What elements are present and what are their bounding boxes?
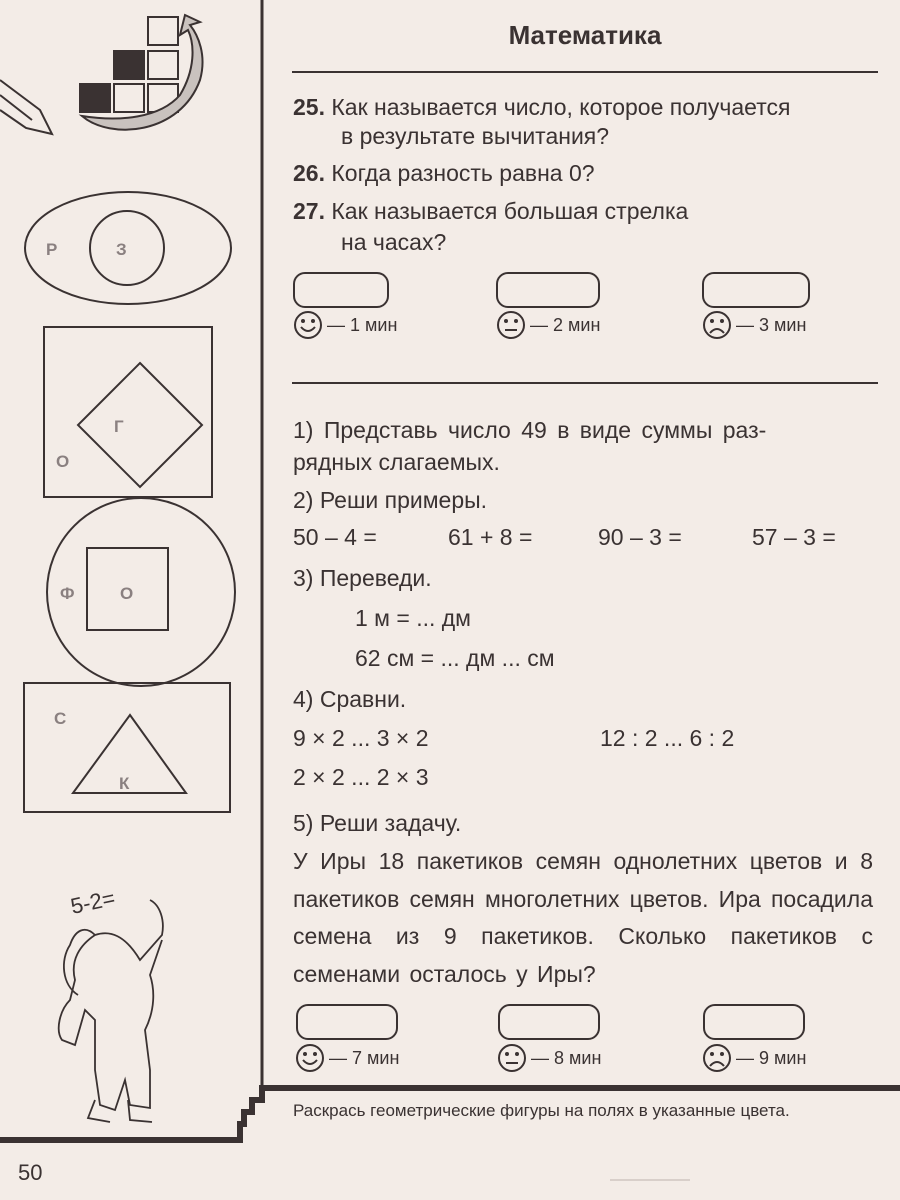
- smiley-happy-icon: [293, 310, 323, 340]
- task-4: 4) Сравни.: [293, 686, 407, 712]
- answer-box[interactable]: [496, 272, 600, 308]
- svg-text:О: О: [120, 584, 134, 603]
- smiley-neutral-icon: [497, 1043, 527, 1073]
- svg-text:К: К: [119, 774, 130, 793]
- timing-2min: — 2 мин: [496, 310, 600, 340]
- timing-9min: — 9 мин: [702, 1043, 806, 1073]
- comparison: 2 × 2 ... 2 × 3: [293, 764, 429, 790]
- example: 50 – 4 =: [293, 524, 377, 550]
- timing-1min: — 1 мин: [293, 310, 397, 340]
- answer-box[interactable]: [498, 1004, 600, 1040]
- ellipse-shape: [25, 192, 231, 304]
- svg-text:С: С: [54, 709, 67, 728]
- question-27: 27. Как называется большая стрелка: [293, 198, 689, 224]
- timing-8min: — 8 мин: [497, 1043, 601, 1073]
- logo-blocks-icon: [80, 15, 203, 130]
- question-25-cont: в результате вычитания?: [341, 123, 610, 149]
- svg-text:О: О: [56, 452, 70, 471]
- question-26: 26. Когда разность равна 0?: [293, 160, 595, 186]
- example: 61 + 8 =: [448, 524, 533, 550]
- square-shape: [44, 327, 212, 497]
- smiley-sad-icon: [702, 310, 732, 340]
- circle-shape: [47, 498, 235, 686]
- answer-box[interactable]: [296, 1004, 398, 1040]
- pencil-icon: [0, 80, 52, 134]
- smiley-sad-icon: [702, 1043, 732, 1073]
- shape-label: З: [116, 240, 127, 259]
- shape-label: Р: [46, 240, 58, 259]
- answer-box[interactable]: [703, 1004, 805, 1040]
- smiley-happy-icon: [295, 1043, 325, 1073]
- task-2: 2) Реши примеры.: [293, 487, 488, 513]
- question-27-cont: на часах?: [341, 229, 447, 255]
- rectangle-shape: [24, 683, 230, 812]
- page-title: Математика: [508, 20, 662, 50]
- svg-text:Ф: Ф: [60, 584, 75, 603]
- task-5: 5) Реши задачу.: [293, 810, 462, 836]
- svg-text:Г: Г: [114, 417, 124, 436]
- example: 90 – 3 =: [598, 524, 682, 550]
- timing-7min: — 7 мин: [295, 1043, 399, 1073]
- answer-box[interactable]: [293, 272, 389, 308]
- conversion: 1 м = ... дм: [355, 605, 471, 631]
- page-number: 50: [18, 1160, 43, 1185]
- comparison: 12 : 2 ... 6 : 2: [600, 725, 735, 751]
- task-1-line1: 1) Представь число 49 в виде суммы раз-: [293, 417, 767, 443]
- example: 57 – 3 =: [752, 524, 836, 550]
- comparison: 9 × 2 ... 3 × 2: [293, 725, 429, 751]
- question-25: 25. Как называется число, которое получается: [293, 94, 791, 120]
- conversion: 62 см = ... дм ... см: [355, 645, 555, 671]
- svg-text:5-2=: 5-2=: [68, 885, 118, 919]
- timing-3min: — 3 мин: [702, 310, 806, 340]
- footer-note: Раскрась геометрические фигуры на полях в указанные цвета.: [293, 1101, 790, 1120]
- task-5-text: У Иры 18 пакетиков семян однолетних цветов и 8 пакетиков семян многолетних цветов. Ира посадила семена из 9 пакетиков. Сколько пакетиков с семенами осталось у Иры?: [293, 848, 873, 987]
- smiley-neutral-icon: [496, 310, 526, 340]
- boy-at-board-illustration: [59, 885, 163, 1122]
- answer-box[interactable]: [702, 272, 810, 308]
- task-1-line2: рядных слагаемых.: [293, 449, 500, 475]
- task-3: 3) Переведи.: [293, 565, 432, 591]
